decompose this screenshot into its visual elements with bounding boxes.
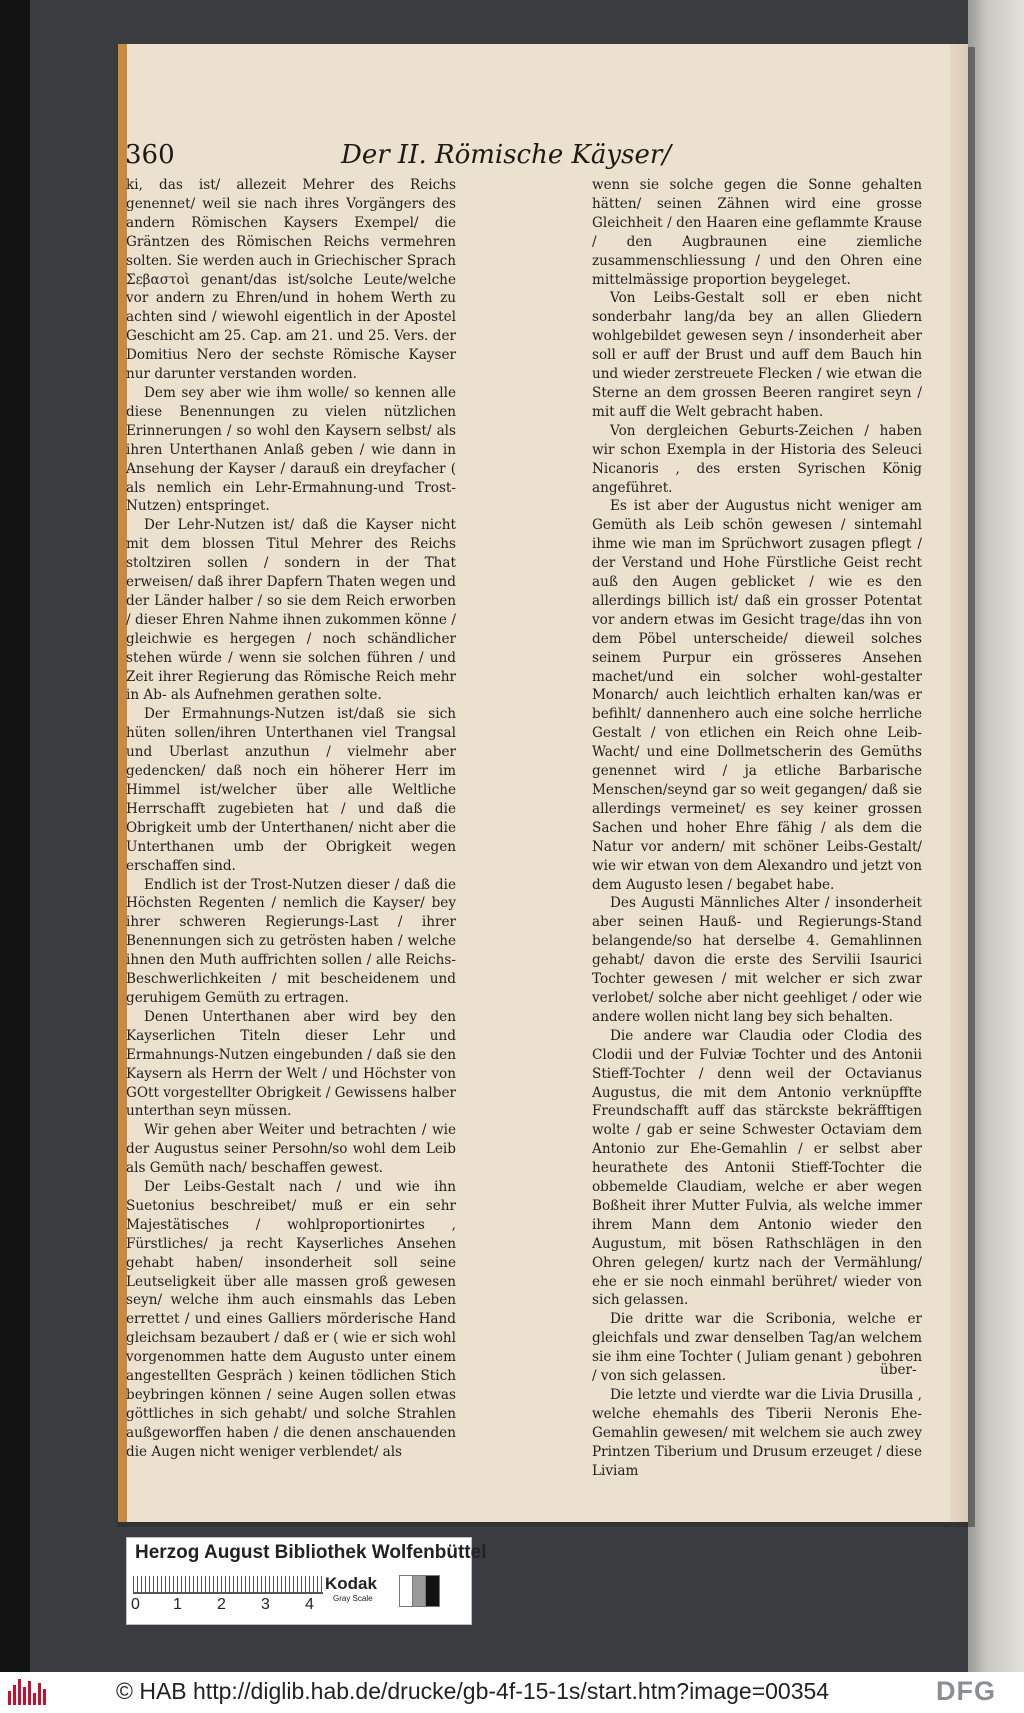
paragraph: Es ist aber der Augustus nicht weniger am Gemüth als Leib schön gewesen / sintemahl ihme wie man im Sprüchwort zusagen pflegt / der Verstand und Hohe Fürstliche Geist recht auß den Augen geblicket / wie es den allerdings billich ist/ daß ein grosser Potentat vor andern etwas im Gesicht trage/das ihn von dem Pöbel unterscheide/ dieweil solches seinem Purpur ein grösseres Ansehen machet/und ein solcher wohl-gestalter Monarch/ auch leichtlich erhalten kan/was er befihlt/ dannenhero auch eine solche herrliche Gestalt / von etlichen ein Reich ohne Leib-Wacht/ und eine Dollmetscherin des Gemüths genennet wird / ja etliche Barbarische Menschen/seynd gar so weit gegangen/ daß sie allerdings vermeinet/ es sey keiner grossen Sachen und hoher Ehre fähig / als dem die Natur vor andern/ mit schöner Leibs-Gestalt/ wie wir etwan von dem Alexandro und jetzt von dem Augusto lesen / begabet habe. — [592, 498, 922, 893]
running-head-title: Der II. Römische Käyser/ — [341, 140, 672, 170]
paragraph: Der Ermahnungs-Nutzen ist/daß sie sich hüten sollen/ihren Unterthanen viel Trangsal und Uberlast anzuthun / vielmehr aber gedencken/ daß noch ein höherer Herr im Himmel ist/welcher über alle Weltliche Herrschafft zugebieten hat / und daß die Obrigkeit umb der Unterthanen/ nicht aber die Unterthanen umb der Obrigkeit wegen erschaffen sind. — [126, 706, 456, 874]
hab-logo-bar — [18, 1679, 21, 1705]
footer-copyright-url: © HAB http://diglib.hab.de/drucke/gb-4f-15-1s/start.htm?image=00354 — [116, 1678, 830, 1704]
paragraph: Wir gehen aber Weiter und betrachten / wie der Augustus seiner Persohn/so wohl dem Leib als Gemüth nach/ beschaffen gewest. — [126, 1122, 456, 1177]
text-column-right — [592, 176, 922, 1481]
page-gutter-shade — [950, 44, 968, 1522]
paragraph: Die dritte war die Scribonia, welche er gleichfals und zwar denselben Tag/an welchem sie ihm eine Tochter ( Juliam genant ) gebohren / von sich gelassen. — [592, 1311, 922, 1385]
hab-logo-bar — [33, 1693, 36, 1705]
paragraph: Denen Unterthanen aber wird bey den Kayserlichen Titeln dieser Lehr und Ermahnungs-Nutzen eingebunden / daß sie den Kaysern als Herrn der Welt / und Höchster von GOtt vorgestellter Obrigkeit / Gewissens halber unterthan seyn müssen. — [126, 1008, 456, 1120]
facing-page-edge — [968, 0, 1024, 1672]
hab-logo-bar — [23, 1687, 26, 1705]
paragraph: Von Leibs-Gestalt soll er eben nicht sonderbahr lang/da bey an allen Gliedern wohlgebildet gewesen seyn / insonderheit aber soll er auff der Brust und auff dem Bauch hin und wieder zerstreuete Flecken / wie etwan die Sterne an dem grossen Beeren rangiret seyn / mit auff die Welt gebracht haben. — [592, 290, 922, 420]
ruler-baseline — [133, 1592, 323, 1594]
ruler-number: 0 — [131, 1596, 140, 1613]
gray-swatch-black — [425, 1575, 440, 1607]
paragraph: Des Augusti Männliches Alter / insonderheit aber seinen Hauß- und Regierungs-Stand belangende/so hat derselbe 4. Gemahlinnen gehabt/ davon die erste des Servilii Isaurici Tochter gewesen / mit welcher er sich zwar verlobet/ solche aber nicht geehliget / oder wie andere wollen nicht lang bey sich behalten. — [592, 895, 922, 1025]
hab-logo-bar — [28, 1681, 31, 1705]
scanner-edge-left — [0, 0, 30, 1672]
hab-logo-icon — [8, 1679, 48, 1705]
kodak-brand: Kodak — [325, 1574, 377, 1593]
hab-logo-bar — [13, 1685, 16, 1705]
library-label-card — [126, 1537, 487, 1625]
text-column-left — [126, 176, 456, 1462]
ruler-number: 2 — [217, 1596, 226, 1613]
paragraph: ki, das ist/ allezeit Mehrer des Reichs genennet/ weil sie nach ihres Vorgängers des andern Römischen Kaysers Exempel/ die Gräntzen des Römischen Reichs vermehren solten. Sie werden auch in Griechischer Sprach Σεβαστοὶ genant/das ist/solche Leute/welche vor andern zu Ehren/und in hohem Werth zu achten sind / wiewohl eigentlich in der Apostel Geschicht am 25. Cap. am 21. und 25. Vers. der Domitius Nero der sechste Römische Kayser nur darunter verstanden worden. — [126, 177, 456, 383]
paragraph: Der Lehr-Nutzen ist/ daß die Kayser nicht mit dem blossen Titul Mehrer des Reichs stoltziren sollen / sondern in der That erweisen/ daß ihrer Dapfern Thaten wegen und der Länder halber / so sie dem Reich erworben / dieser Ehren Nahme ihnen zukommen könne / gleichwie es hergegen / noch schändlicher stehen würde / wenn sie solchen führen / und Zeit ihrer Regierung das Römische Reich mehr in Ab- als Aufnehmen gerathen solte. — [126, 517, 456, 704]
footer-bar — [0, 1672, 1024, 1713]
gray-scale-caption: Gray Scale — [333, 1594, 373, 1603]
running-head — [125, 140, 705, 174]
library-name: Herzog August Bibliothek Wolfenbüttel — [135, 1542, 487, 1563]
ruler-number: 3 — [261, 1596, 270, 1613]
hab-logo-bar — [43, 1689, 46, 1705]
ruler-scale — [133, 1576, 323, 1592]
paragraph: Der Leibs-Gestalt nach / und wie ihn Suetonius beschreibet/ muß er ein sehr Majestätisches / wohlproportionirtes , Fürstliches/ ja recht Kayserliches Ansehen gehabt haben/ insonderheit soll seine Leutseligkeit über alle massen groß gewesen seyn/ welche ihm auch einsmahls das Leben errettet / und eines Galliers mörderische Hand gleichsam bezaubert / daß er ( wie er sich wohl vorgenommen hatte dem Augusto unter einem angestellten Gespräch ) keinen tödlichen Stich beybringen können / seine Augen sollen etwas göttliches in sich gehabt/ und solche Strahlen außgeworffen haben / die denen anschauenden die Augen nicht weniger verblendet/ als — [126, 1179, 456, 1460]
paragraph: Die letzte und vierdte war die Livia Drusilla , welche ehemahls des Tiberii Neronis Ehe-Gemahlin gewesen/ mit welchem sie auch zwey Printzen Tiberium und Drusum erzeuget / diese Liviam — [592, 1387, 922, 1479]
paragraph: Von dergleichen Geburts-Zeichen / haben wir schon Exempla in der Historia des Seleuci Nicanoris , des ersten Syrischen König angeführet. — [592, 422, 922, 496]
page-number: 360 — [125, 140, 175, 170]
ruler-number: 4 — [305, 1596, 314, 1613]
dfg-logo: DFG — [936, 1676, 996, 1706]
paragraph: Die andere war Claudia oder Clodia des Clodii und der Fulviæ Tochter und des Antonii Stieff-Tochter / denn weil der Octavianus Augustus, die mit dem Antonio verknüpffte Freundschafft auff das stärckste bekräfftigen wolte / gab er seine Schwester Octaviam dem Antonio zur Ehe-Gemahlin / er selbst aber heurathete des Antonii Stieff-Tochter die obbemelde Claudiam, welche er aber wegen Boßheit ihrer Mutter Fulvia, als welche immer ihrem Mann dem Antonio wieder den Augustum, mit bösen Rathschlägen in den Ohren gelegen/ kurtz nach der Vermählung/ ehe er sie noch einmahl berühret/ wieder von sich gelassen. — [592, 1027, 922, 1309]
ruler-number: 1 — [173, 1596, 182, 1613]
paragraph: wenn sie solche gegen die Sonne gehalten hätten/ seinen Zähnen wird eine grosse Gleichheit / den Haaren eine geflammte Krause / den Augbraunen eine ziemliche zusammenschliessung / und den Ohren eine mittelmässige proportion beygeleget. — [592, 177, 922, 288]
hab-logo-bar — [38, 1683, 41, 1705]
catchword: über- — [880, 1362, 917, 1378]
paragraph: Endlich ist der Trost-Nutzen dieser / daß die Höchsten Regenten / nemlich die Kayser/ bey ihrer schweren Regierungs-Last / ihrer Benennungen sich zu getrösten haben / welche ihnen den Muth auffrichten sollen / alle Reichs-Beschwerlichkeiten / mit bescheidenem und geruhigem Gemüth zu ertragen. — [126, 876, 456, 1006]
hab-logo-bar — [8, 1691, 11, 1705]
paragraph: Dem sey aber wie ihm wolle/ so kennen alle diese Benennungen zu vielen nützlichen Erinnerungen / so wohl den Kaysern selbst/ als ihren Unterthanen Anlaß geben / wie dann in Ansehung der Kayser / darauß ein dreyfacher ( als nemlich ein Lehr-Ermahnung-und Trost-Nutzen) entspringet. — [126, 384, 456, 515]
